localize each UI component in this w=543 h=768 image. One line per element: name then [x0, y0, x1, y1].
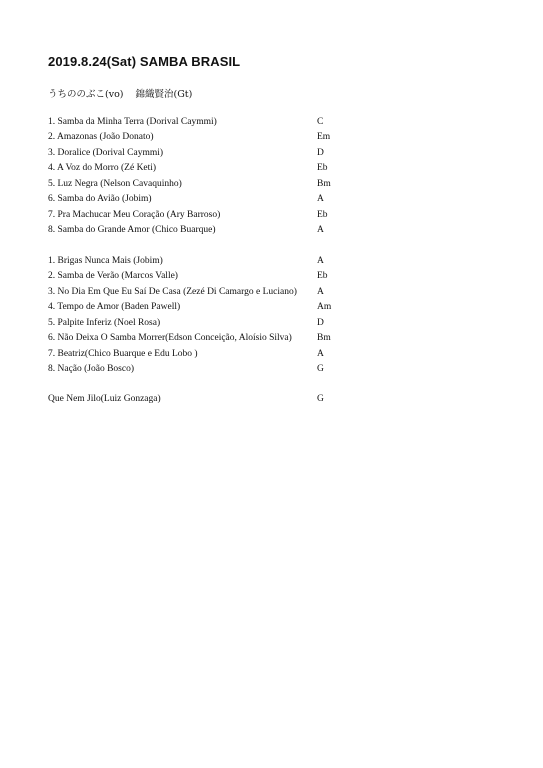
song-row	[48, 316, 348, 331]
song-row	[48, 192, 348, 207]
song-title: 3. No Dia Em Que Eu Saí De Casa (Zezé Di Camargo e Luciano)	[48, 286, 297, 297]
song-row	[48, 254, 348, 269]
performers-line	[48, 86, 192, 100]
song-row	[48, 347, 348, 362]
song-title: 4. A Voz do Morro (Zé Keti)	[48, 163, 157, 174]
song-key: Eb	[317, 209, 328, 220]
song-key: D	[317, 147, 324, 158]
song-key: Eb	[317, 163, 328, 174]
song-title: 5. Palpite Inferiz (Noel Rosa)	[48, 317, 161, 328]
song-title: 7. Pra Machucar Meu Coração (Ary Barroso)	[48, 209, 221, 220]
song-row	[48, 300, 348, 315]
song-key: A	[317, 225, 324, 236]
song-row	[48, 161, 348, 176]
song-row	[48, 285, 348, 300]
performer-guitar: 錦織賢治(Gt)	[135, 89, 193, 100]
performer-vocal: うちののぶこ(vo)	[48, 89, 124, 100]
set-1-list	[48, 115, 348, 239]
song-title: 6. Não Deixa O Samba Morrer(Edson Conceição, Aloísio Silva)	[48, 333, 292, 344]
song-row	[48, 146, 348, 161]
song-row	[48, 115, 348, 130]
song-row	[48, 392, 348, 407]
song-title: 1. Samba da Minha Terra (Dorival Caymmi)	[48, 117, 217, 127]
set-2-list	[48, 254, 348, 378]
song-key: G	[317, 364, 324, 375]
song-key: A	[317, 286, 324, 297]
song-row	[48, 362, 348, 377]
encore-key: G	[317, 394, 324, 404]
song-key: Eb	[317, 271, 328, 282]
song-key: C	[317, 117, 324, 127]
song-key: Em	[317, 132, 331, 143]
encore-title: Que Nem Jilo(Luiz Gonzaga)	[48, 394, 161, 404]
song-key: D	[317, 317, 324, 328]
song-row	[48, 177, 348, 192]
song-title: 8. Nação (João Bosco)	[48, 364, 135, 375]
song-row	[48, 269, 348, 284]
song-title: 7. Beatriz(Chico Buarque e Edu Lobo )	[48, 348, 198, 359]
song-title: 3. Doralice (Dorival Caymmi)	[48, 147, 164, 158]
song-title: 1. Brigas Nunca Mais (Jobim)	[48, 256, 163, 266]
song-row	[48, 208, 348, 223]
song-row	[48, 331, 348, 346]
page-title: 2019.8.24(Sat) SAMBA BRASIL	[48, 54, 241, 69]
song-key: A	[317, 194, 324, 205]
song-key: A	[317, 348, 324, 359]
song-title: 2. Samba de Verão (Marcos Valle)	[48, 271, 178, 282]
song-title: 5. Luz Negra (Nelson Cavaquinho)	[48, 178, 182, 189]
song-row	[48, 130, 348, 145]
song-key: Bm	[317, 178, 331, 189]
song-title: 2. Amazonas (João Donato)	[48, 132, 154, 143]
song-key: Am	[317, 302, 332, 313]
song-key: A	[317, 256, 324, 266]
song-title: 4. Tempo de Amor (Baden Pawell)	[48, 302, 181, 313]
song-row	[48, 223, 348, 238]
song-key: Bm	[317, 333, 331, 344]
song-title: 8. Samba do Grande Amor (Chico Buarque)	[48, 225, 216, 236]
song-title: 6. Samba do Avião (Jobim)	[48, 194, 152, 205]
encore-list	[48, 392, 348, 407]
